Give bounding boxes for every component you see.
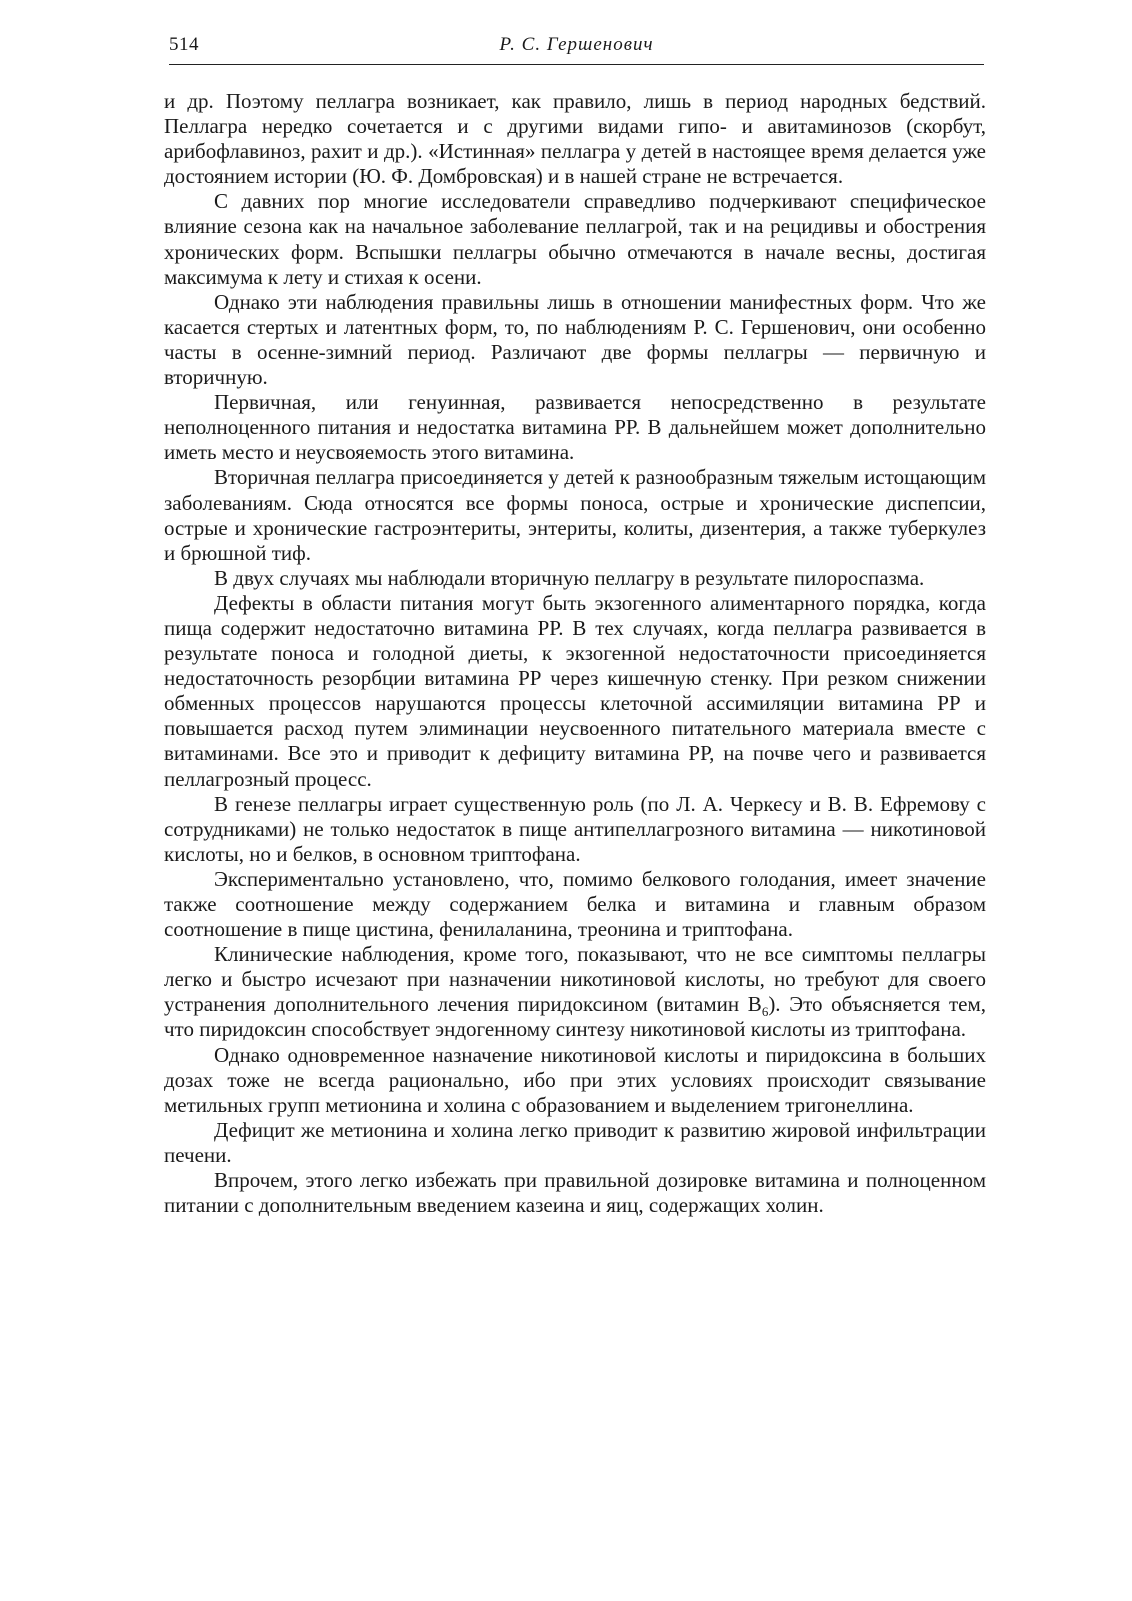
subscript: 6 xyxy=(761,1004,769,1020)
paragraph-continued: и др. Поэтому пеллагра возникает, как правило, лишь в период народных бедствий. Пеллагра нередко сочетается и с другими видами гипо- и авитаминозов (скорбут, арибофлавиноз, рахит и др.). «Истинная» пеллагра у детей в настоящее время делается уже достоянием истории (Ю. Ф. Домбровская) и в нашей стране не встречается. xyxy=(164,89,986,189)
page-number: 514 xyxy=(169,34,199,55)
running-title: Р. С. Гершенович xyxy=(499,34,654,55)
paragraph-clinical-observations xyxy=(164,942,986,1042)
paragraph-genesis: В генезе пеллагры играет существенную роль (по Л. А. Черкесу и В. В. Ефремову с сотрудниками) не только недостаток в пище антипеллагрозного витамина — никотиновой кислоты, но и белков, в основном триптофана. xyxy=(164,791,986,866)
running-head xyxy=(169,30,984,66)
paragraph-pylorospasm: В двух случаях мы наблюдали вторичную пеллагру в результате пилороспазма. xyxy=(214,565,925,590)
paragraph-secondary-pellagra: Вторичная пеллагра присоединяется у детей к разнообразным тяжелым истощающим заболеваниям. Сюда относятся все формы поноса, острые и хронические диспепсии, острые и хронические гастроэнтериты, энтериты, колиты, дизентерия, а также туберкулез и брюшной тиф. xyxy=(164,465,986,565)
header-rule xyxy=(169,64,984,65)
paragraph-manifest-forms: Однако эти наблюдения правильны лишь в отношении манифестных форм. Что же касается стертых и латентных форм, то, по наблюдениям Р. С. Гершенович, они особенно часты в осенне-зимний период. Различают две формы пеллагры — первичную и вторичную. xyxy=(164,289,986,390)
body-text xyxy=(164,89,986,1218)
paragraph-nutrition-defects: Дефекты в области питания могут быть экзогенного алиментарного порядка, когда пища содержит недостаточно витамина РР. В тех случаях, когда пеллагра развивается в результате поноса и голодной диеты, к экзогенной недостаточности присоединяется недостаточность резорбции витамина РР через кишечную стенку. При резком снижении обменных процессов нарушаются процессы клеточной ассимиляции витамина РР и повышается расход путем элиминации неусвоенного питательного материала вместе с витаминами. Все это и приводит к дефициту витамина РР, на почве чего и развивается пеллагрозный процесс. xyxy=(164,590,986,791)
paragraph-seasonality: С давних пор многие исследователи справедливо подчеркивают специфическое влияние сезона как на начальное заболевание пеллагрой, так и на рецидивы и обострения хронических форм. Вспышки пеллагры обычно отмечаются в начале весны, достигая максимума к лету и стихая к осени. xyxy=(164,189,986,289)
text-run: Клинические наблюдения, кроме того, показывают, что не все симптомы пеллагры легко и быстро исчезают при назначении никотиновой кислоты, но требуют для своего устранения дополнительного лечения пиридоксином (витамин B xyxy=(164,942,986,1017)
paragraph-deficit: Дефицит же метионина и холина легко приводит к развитию жировой инфильтрации печени. xyxy=(164,1117,986,1167)
text-run: ). Это объясняется тем, что пиридоксин способствует эндогенному синтезу никотиновой кислоты из триптофана. xyxy=(164,992,986,1042)
paragraph-prevention: Впрочем, этого легко избежать при правильной дозировке витамина и полноценном питании с дополнительным введением казеина и яиц, содержащих холин. xyxy=(164,1168,986,1218)
paragraph-experimental: Экспериментально установлено, что, помимо белкового голодания, имеет значение также соотношение между содержанием белка и витамина и главным образом соотношение в пище цистина, фенилаланина, треонина и триптофана. xyxy=(164,866,986,942)
paragraph-simultaneous-dosing: Однако одновременное назначение никотиновой кислоты и пиридоксина в больших дозах тоже не всегда рационально, ибо при этих условиях происходит связывание метильных групп метионина и холина с образованием и выделением тригонеллина. xyxy=(164,1042,986,1117)
paragraph-primary-pellagra: Первичная, или генуинная, развивается непосредственно в результате неполноценного питания и недостатка витамина РР. В дальнейшем может дополнительно иметь место и неусвояемость этого витамина. xyxy=(164,390,986,465)
